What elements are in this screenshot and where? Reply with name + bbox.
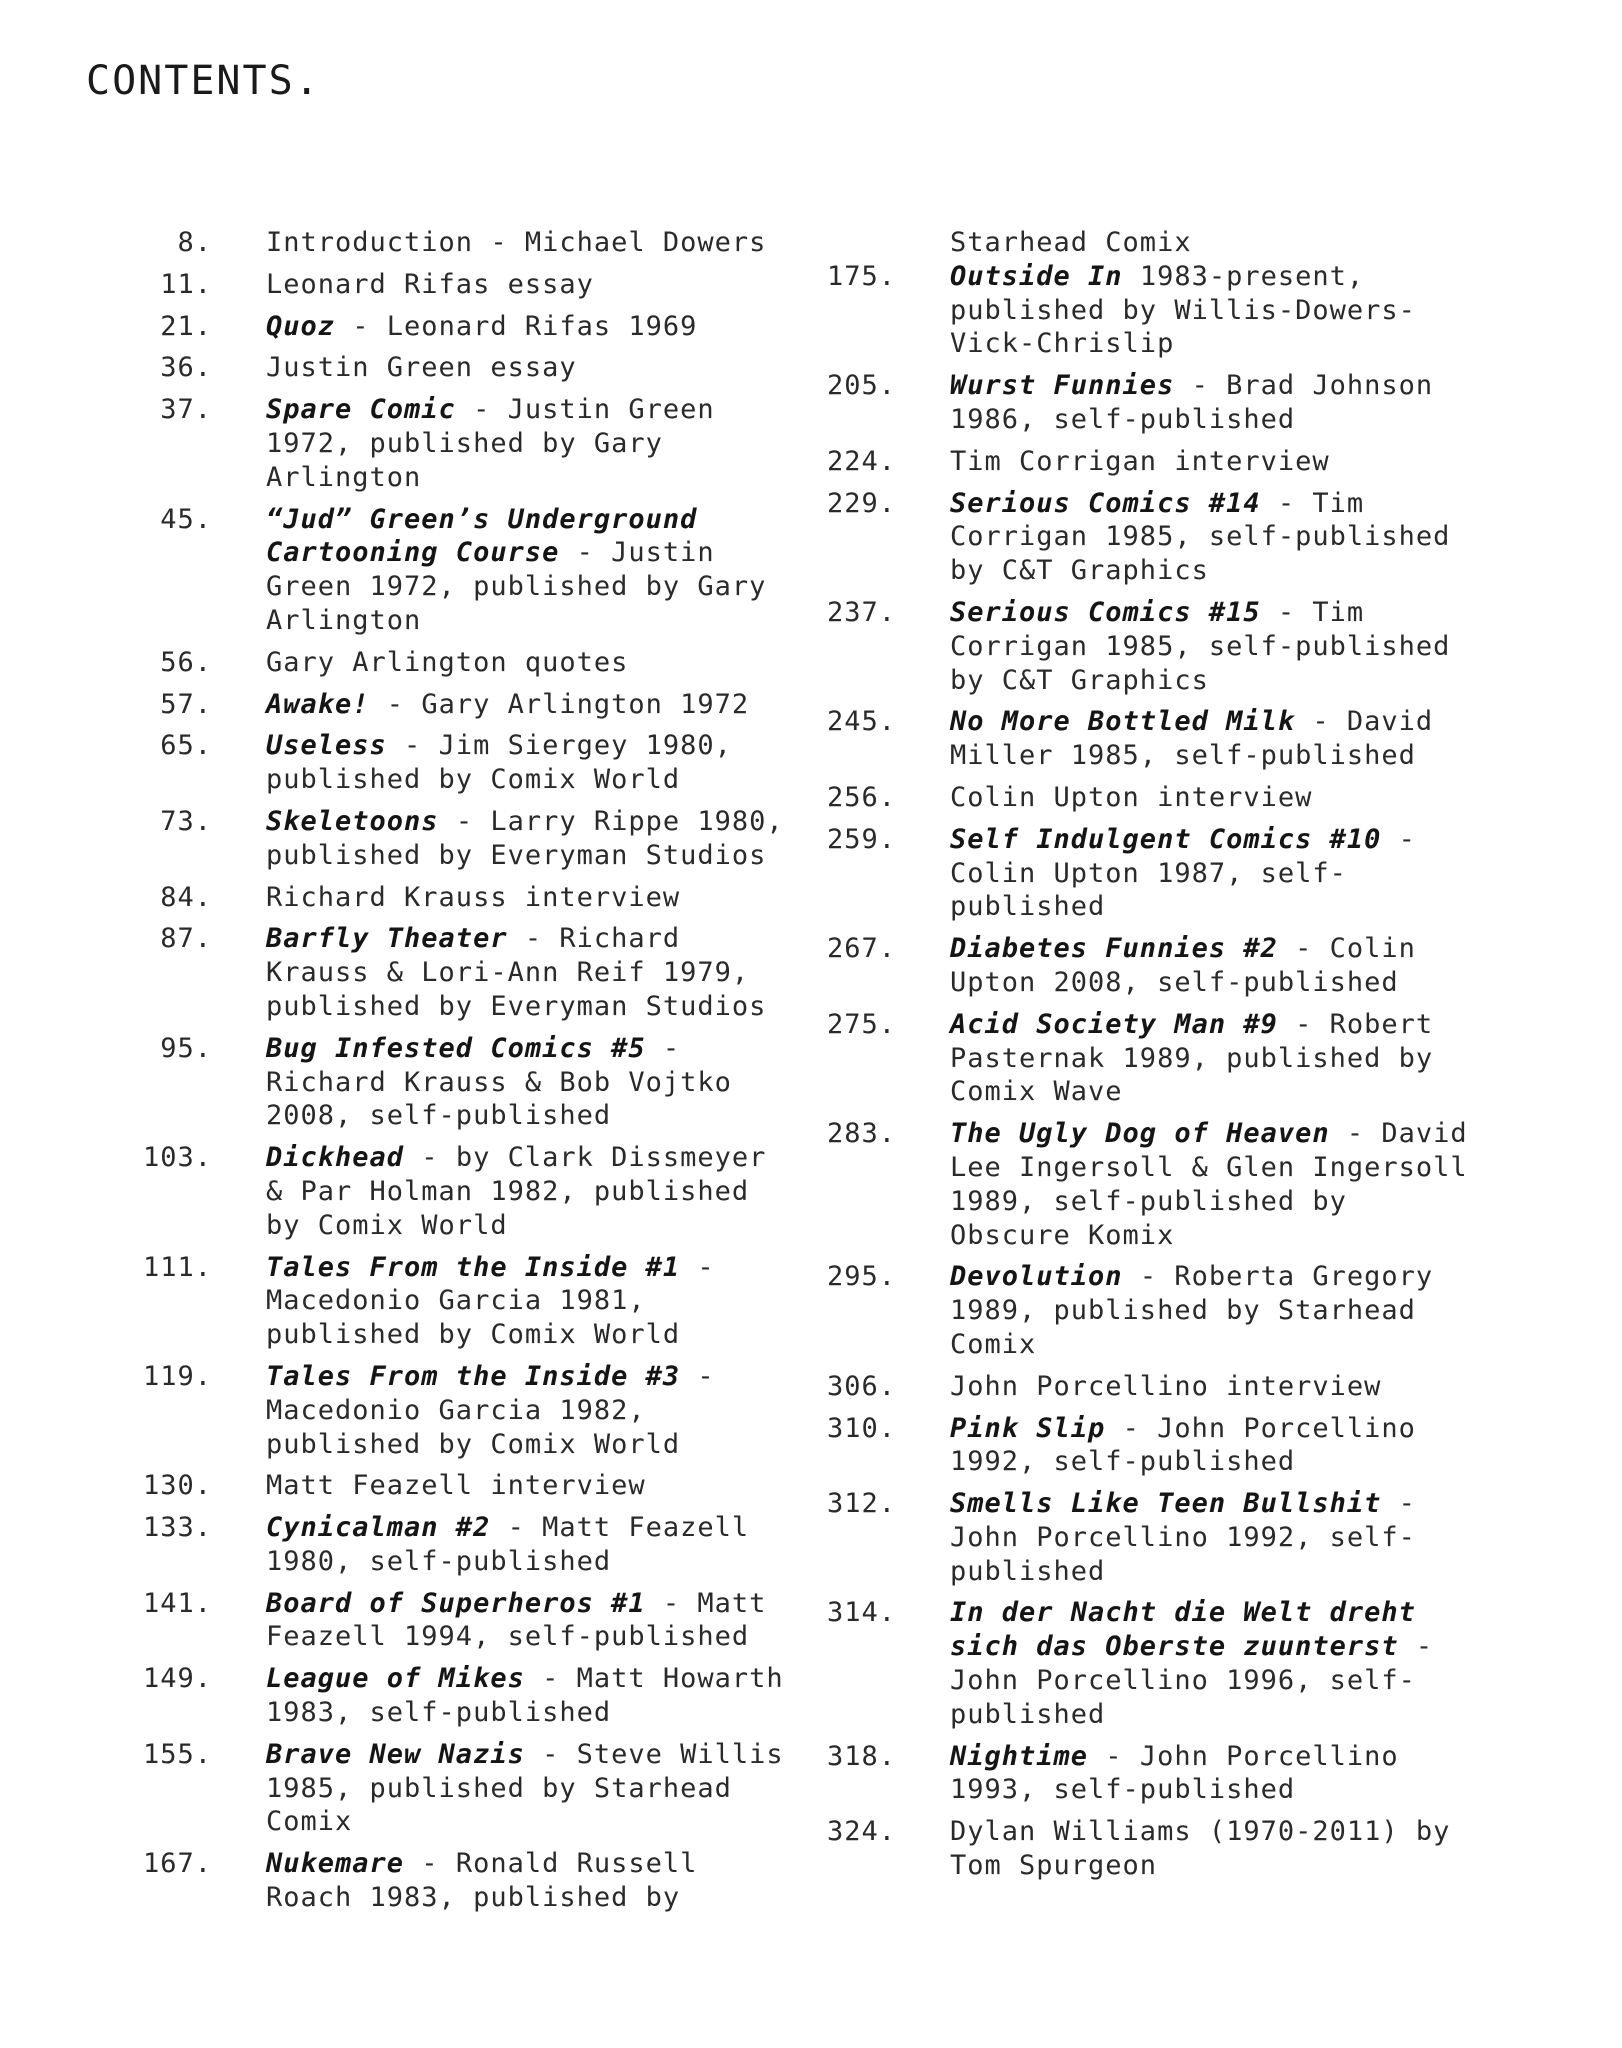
toc-entry[interactable] [140, 393, 800, 494]
entry-text [266, 688, 800, 722]
entry-description: - Larry Rippe 1980, published by Everyman Studios [266, 805, 784, 871]
page-number: 256. [826, 781, 896, 813]
entry-title: Self Indulgent Comics #10 [950, 823, 1382, 855]
entry-title: Cynicalman #2 [266, 1512, 491, 1544]
entry-title: Nukemare [266, 1848, 405, 1880]
entry-description: Gary Arlington quotes [266, 646, 629, 678]
entry-text [950, 705, 1480, 773]
entry-title: Outside In [950, 260, 1123, 292]
entry-text [266, 393, 800, 494]
entry-text [950, 369, 1480, 437]
page-number: 312. [826, 1488, 896, 1520]
toc-entry[interactable] [820, 781, 1480, 815]
entry-description: Matt Feazell interview [266, 1470, 646, 1502]
page-number: 57. [160, 688, 212, 720]
toc-entry[interactable] [140, 1738, 800, 1839]
entry-gap [140, 1730, 800, 1738]
entry-description: - Richard Krauss & Bob Vojtko 2008, self-published [266, 1032, 732, 1132]
entry-text [266, 1141, 800, 1242]
entry-gap [820, 588, 1480, 596]
entry-gap [140, 1503, 800, 1511]
entry-title: Brave New Nazis [266, 1738, 525, 1770]
entry-gap [820, 361, 1480, 369]
entry-gap [140, 302, 800, 310]
page-number: 275. [826, 1008, 896, 1040]
toc-entry[interactable] [820, 1260, 1480, 1361]
toc-entry[interactable] [820, 1487, 1480, 1588]
page-number: 314. [826, 1597, 896, 1629]
entry-text [950, 1815, 1480, 1883]
entry-text [950, 823, 1480, 924]
toc-entry[interactable] [140, 922, 800, 1023]
entry-text [266, 351, 800, 385]
toc-entry[interactable] [140, 1847, 800, 1915]
entry-text [950, 1596, 1480, 1731]
entry-title: The Ugly Dog of Heaven [950, 1118, 1330, 1150]
toc-entry[interactable] [140, 1360, 800, 1461]
entry-description: Tim Corrigan interview [950, 445, 1330, 477]
page-number: 318. [826, 1740, 896, 1772]
page-number: 224. [826, 445, 896, 477]
left-column [140, 226, 800, 1923]
entry-text [950, 445, 1480, 479]
page-number: 65. [160, 730, 212, 762]
entry-gap [140, 343, 800, 351]
entry-text [266, 1587, 800, 1655]
entry-gap [140, 638, 800, 646]
toc-entry[interactable] [140, 688, 800, 722]
entry-gap [820, 1109, 1480, 1117]
page-number: 295. [826, 1261, 896, 1293]
entry-gap [140, 1461, 800, 1469]
entry-title: Board of Superheros #1 [266, 1587, 646, 1619]
toc-entry[interactable] [140, 1469, 800, 1503]
entry-title: Pink Slip [950, 1412, 1106, 1444]
entry-gap [820, 1404, 1480, 1412]
page-number: 229. [826, 487, 896, 519]
page-number: 21. [160, 310, 212, 342]
entry-gap [820, 479, 1480, 487]
entry-text [266, 805, 800, 873]
entry-title: League of Mikes [266, 1663, 525, 1695]
entry-text [950, 1412, 1480, 1480]
toc-entry[interactable] [820, 1117, 1480, 1252]
entry-text [266, 268, 800, 302]
entry-gap [140, 873, 800, 881]
entry-gap [820, 815, 1480, 823]
entry-description: - by Clark Dissmeyer & Par Holman 1982, published by Comix World [266, 1142, 767, 1241]
entry-gap [820, 1588, 1480, 1596]
page-number: 36. [160, 352, 212, 384]
entry-text [266, 922, 800, 1023]
page-number: 141. [142, 1587, 212, 1619]
page-number: 175. [826, 260, 896, 292]
page-number: 167. [142, 1848, 212, 1880]
entry-gap [820, 1000, 1480, 1008]
entry-title: Spare Comic [266, 394, 456, 426]
page-number: 205. [826, 370, 896, 402]
entry-description: - John Porcellino 1993, self-published [950, 1740, 1399, 1806]
entry-gap [140, 385, 800, 393]
entry-text [266, 503, 800, 638]
entry-text [266, 646, 800, 680]
entry-gap [140, 721, 800, 729]
entry-title: Diabetes Funnies #2 [950, 933, 1278, 965]
entry-gap [820, 697, 1480, 705]
page-number: 283. [826, 1118, 896, 1150]
entry-description: - Matt Howarth 1983, self-published [266, 1663, 784, 1729]
entry-text [266, 1847, 800, 1915]
entry-title: No More Bottled Milk [950, 706, 1296, 738]
toc-entry[interactable] [140, 1662, 800, 1730]
entry-description: - Colin Upton 2008, self-published [950, 933, 1416, 998]
toc-entry[interactable] [820, 445, 1480, 479]
entry-text [950, 932, 1480, 1000]
entry-gap [140, 1352, 800, 1360]
entry-text [950, 1487, 1480, 1588]
page-number: 155. [142, 1738, 212, 1770]
entry-text [266, 310, 800, 344]
entry-title: In der Nacht die Welt dreht sich das Oberste zuunterst [950, 1597, 1416, 1663]
page-number: 111. [142, 1251, 212, 1283]
entry-title: Useless [266, 730, 387, 762]
entry-title: “Jud” Green’s Underground Cartooning Course [266, 503, 698, 569]
entry-title: Acid Society Man #9 [950, 1008, 1278, 1040]
toc-entry[interactable] [820, 260, 1480, 361]
entry-description: - John Porcellino 1992, self-published [950, 1412, 1416, 1478]
entry-description: - Robert Pasternak 1989, published by Comix Wave [950, 1008, 1434, 1108]
entry-title: Nightime [950, 1740, 1089, 1772]
page-number: 267. [826, 933, 896, 965]
page-number: 8. [177, 227, 212, 258]
entry-description: Justin Green essay [266, 352, 577, 384]
entry-description: 1983-present, published by Willis-Dowers-Vick-Chrislip [950, 260, 1416, 360]
toc-entry[interactable] [140, 503, 800, 638]
entry-description: - Jim Siergey 1980, published by Comix World [266, 730, 732, 796]
entry-description: - David Miller 1985, self-published [950, 706, 1434, 772]
entry-description: - Tim Corrigan 1985, self-published by C&T Graphics [950, 596, 1451, 696]
page-number: 56. [160, 646, 212, 678]
entry-gap [140, 680, 800, 688]
toc-entry[interactable] [820, 1815, 1480, 1883]
entry-text [950, 1370, 1480, 1404]
toc-entry[interactable] [820, 1740, 1480, 1808]
page-number: 130. [142, 1470, 212, 1502]
page-number: 237. [826, 596, 896, 628]
entry-description: - John Porcellino 1992, self-published [950, 1488, 1416, 1587]
entry-gap [820, 1807, 1480, 1815]
entry-description: - Ronald Russell Roach 1983, published by [266, 1848, 698, 1914]
entry-text [266, 1511, 800, 1579]
page-number: 45. [160, 503, 212, 535]
entry-title: Skeletoons [266, 805, 439, 837]
page-number: 37. [160, 394, 212, 426]
entry-description: - Macedonio Garcia 1982, published by Comix World [266, 1360, 715, 1460]
entry-gap [820, 1883, 1480, 1891]
page-number: 259. [826, 823, 896, 855]
entry-description: - Matt Feazell 1994, self-published [266, 1587, 767, 1653]
entry-gap [140, 1579, 800, 1587]
entry-gap [140, 1839, 800, 1847]
toc-entry[interactable] [820, 705, 1480, 773]
right-column [820, 226, 1480, 1891]
entry-gap [140, 260, 800, 268]
entry-description: - Matt Feazell 1980, self-published [266, 1512, 750, 1577]
entry-description: - Colin Upton 1987, self-published [950, 823, 1416, 923]
toc-entry[interactable] [820, 487, 1480, 588]
entry-gap [140, 914, 800, 922]
entry-text [266, 729, 800, 797]
entry-text [950, 1008, 1480, 1109]
entry-text [950, 781, 1480, 815]
entry-title: Wurst Funnies [950, 370, 1175, 402]
entry-description: - Justin Green 1972, published by Gary Arlington [266, 394, 715, 493]
entry-text [266, 1469, 800, 1503]
continuation-line: Starhead Comix [950, 227, 1192, 258]
entry-text [266, 881, 800, 915]
entry-description: Leonard Rifas essay [266, 268, 594, 300]
entry-description: - John Porcellino 1996, self-published [950, 1631, 1434, 1730]
entry-title: Devolution [950, 1261, 1123, 1293]
entry-text [950, 596, 1480, 697]
entry-gap [820, 773, 1480, 781]
entry-text [266, 1662, 800, 1730]
entry-description: Dylan Williams (1970-2011) by Tom Spurgeon [950, 1816, 1451, 1882]
entry-text [950, 260, 1480, 361]
entry-description: - Tim Corrigan 1985, self-published by C&T Graphics [950, 487, 1451, 587]
entry-gap [140, 495, 800, 503]
toc-entry[interactable] [820, 932, 1480, 1000]
entry-text [950, 1740, 1480, 1808]
entry-text [266, 1251, 800, 1352]
toc-entry[interactable] [140, 1141, 800, 1242]
entry-gap [140, 1024, 800, 1032]
entry-description: - Brad Johnson 1986, self-published [950, 370, 1434, 435]
entry-text [266, 1360, 800, 1461]
toc-entry[interactable] [140, 310, 800, 344]
entry-title: Bug Infested Comics #5 [266, 1032, 646, 1064]
entry-description: Introduction - Michael Dowers [266, 227, 767, 258]
toc-entry[interactable] [820, 823, 1480, 924]
entry-description: - Justin Green 1972, published by Gary Arlington [266, 537, 767, 636]
toc-entry[interactable] [820, 1412, 1480, 1480]
entry-gap [140, 1654, 800, 1662]
entry-gap [820, 1732, 1480, 1740]
page-number: 306. [826, 1370, 896, 1402]
toc-entry[interactable] [140, 1251, 800, 1352]
entry-title: Serious Comics #15 [950, 596, 1261, 628]
page-number: 149. [142, 1663, 212, 1695]
entry-gap [140, 1133, 800, 1141]
entry-gap [820, 1252, 1480, 1260]
entry-text [950, 487, 1480, 588]
entry-title: Awake! [266, 688, 370, 720]
toc-entry[interactable] [140, 646, 800, 680]
entry-description: John Porcellino interview [950, 1370, 1382, 1402]
entry-description: - David Lee Ingersoll & Glen Ingersoll 1989, self-published by Obscure Komix [950, 1118, 1468, 1251]
toc-entry[interactable] [820, 1370, 1480, 1404]
entry-description: - Gary Arlington 1972 [369, 688, 750, 720]
entry-description: - Leonard Rifas 1969 [335, 310, 698, 342]
page-number: 310. [826, 1412, 896, 1444]
toc-entry[interactable] [140, 729, 800, 797]
toc-entry[interactable] [820, 1596, 1480, 1731]
entry-title: Dickhead [266, 1142, 405, 1174]
toc-entry[interactable] [140, 881, 800, 915]
entry-gap [140, 797, 800, 805]
entry-title: Smells Like Teen Bullshit [950, 1488, 1382, 1520]
page-number: 95. [160, 1032, 212, 1064]
entry-text [266, 226, 800, 260]
page-number: 324. [826, 1816, 896, 1848]
entry-description: - Roberta Gregory 1989, published by Starhead Comix [950, 1261, 1434, 1360]
page-title: CONTENTS. [86, 58, 321, 104]
toc-entry[interactable] [140, 268, 800, 302]
entry-description: Colin Upton interview [950, 781, 1313, 813]
entry-title: Barfly Theater [266, 923, 508, 955]
entry-description: - Richard Krauss & Lori-Ann Reif 1979, published by Everyman Studios [266, 923, 767, 1022]
entry-title: Quoz [266, 310, 336, 342]
page-number: 119. [142, 1360, 212, 1392]
entry-gap [140, 1915, 800, 1923]
toc-entry[interactable] [820, 1008, 1480, 1109]
page-number: 73. [160, 805, 212, 837]
entry-text [950, 1260, 1480, 1361]
toc-entry[interactable] [140, 351, 800, 385]
entry-title: Tales From the Inside #1 [266, 1251, 681, 1283]
toc-entry[interactable] [140, 805, 800, 873]
entry-text [266, 1738, 800, 1839]
entry-title: Serious Comics #14 [950, 487, 1261, 519]
page-number: 87. [160, 923, 212, 955]
toc-entry[interactable] [140, 1032, 800, 1133]
page-number: 84. [160, 881, 212, 913]
entry-description: - Macedonio Garcia 1981, published by Comix World [266, 1251, 715, 1351]
entry-gap [820, 924, 1480, 932]
entry-title: Tales From the Inside #3 [266, 1360, 681, 1392]
toc-entry[interactable] [140, 1587, 800, 1655]
toc-entry[interactable] [140, 226, 800, 260]
entry-gap [820, 1479, 1480, 1487]
page-number: 245. [826, 706, 896, 738]
entry-description: Richard Krauss interview [266, 881, 681, 913]
page-number: 11. [160, 268, 212, 300]
entry-gap [820, 1362, 1480, 1370]
entry-text [950, 1117, 1480, 1252]
entry-text [266, 1032, 800, 1133]
entry-gap [820, 437, 1480, 445]
page-number: 103. [142, 1142, 212, 1174]
entry-gap [140, 1243, 800, 1251]
entry-description: - Steve Willis 1985, published by Starhead Comix [266, 1738, 784, 1838]
toc-entry[interactable] [820, 596, 1480, 697]
toc-entry[interactable] [140, 1511, 800, 1579]
toc-entry[interactable] [820, 369, 1480, 437]
page-number: 133. [142, 1512, 212, 1544]
